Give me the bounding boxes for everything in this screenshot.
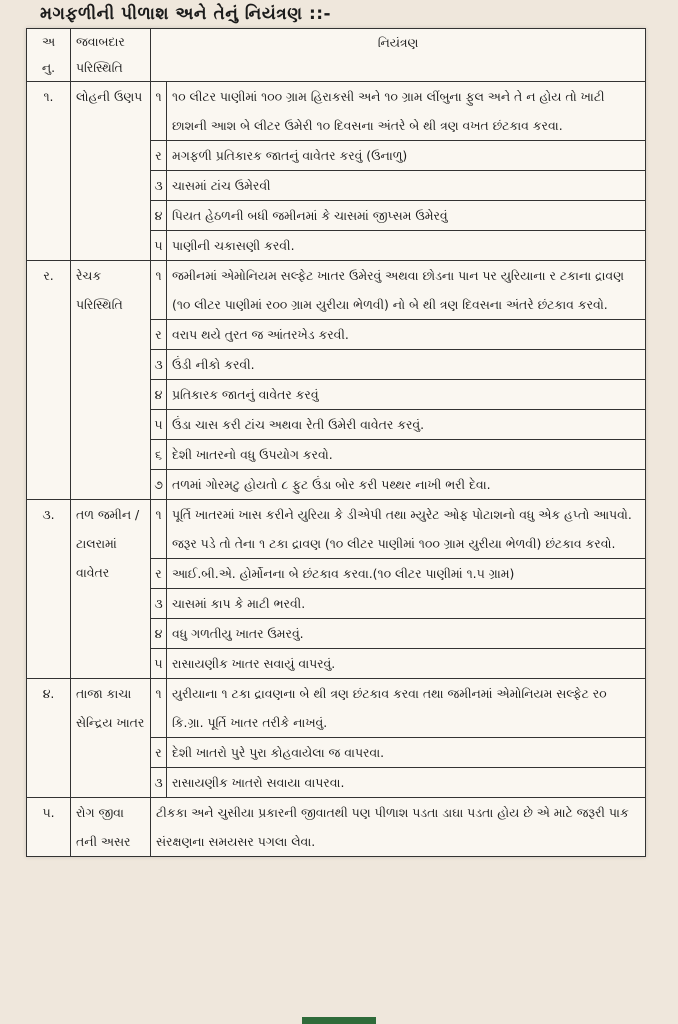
header-control: નિયંત્રણ [151, 29, 646, 82]
measure-number: ર [151, 738, 167, 768]
header-no: અ નુ. [27, 29, 71, 82]
page-title: મગફળીની પીળાશ અને તેનું નિયંત્રણ ::- [40, 4, 332, 24]
table-row [27, 261, 646, 320]
measure-number: ૭ [151, 470, 167, 500]
responsible-situation: તળ જમીન / ટાલરામાં વાવેતર [71, 500, 151, 679]
header-row [27, 29, 646, 82]
header-situation: જવાબદાર પરિસ્થિતિ [71, 29, 151, 82]
control-measure: ૧૦ લીટર પાણીમાં ૧૦૦ ગ્રામ હિરાકસી અને ૧૦ ગ્રામ લીંબુના ફુલ અને તે ન હોય તો ખાટી છાશની આશ બે લીટર ઉમેરી ૧૦ દિવસના અંતરે બે થી ત્રણ વખત છંટકાવ કરવા. [167, 82, 646, 141]
measure-number: ર [151, 559, 167, 589]
table-row [27, 679, 646, 738]
measure-number: ૫ [151, 410, 167, 440]
control-measure: રાસાયણીક ખાતર સવાયું વાપરવું. [167, 649, 646, 679]
measure-number: ૧ [151, 500, 167, 559]
control-measure: દેશી ખાતરો પુરે પુરા કોહવાયેલા જ વાપરવા. [167, 738, 646, 768]
control-measure: ચાસમાં ટાંચ ઉમેરવી [167, 171, 646, 201]
control-measure: વરાપ થયે તુરત જ આંતરખેડ કરવી. [167, 320, 646, 350]
control-measure: મગફળી પ્રતિકારક જાતનું વાવેતર કરવું (ઉનાળુ) [167, 141, 646, 171]
measure-number: ૧ [151, 261, 167, 320]
control-measure: ટીકકા અને ચુસીયા પ્રકારની જીવાતથી પણ પીળાશ પડતા ડાઘા પડતા હોય છે એ માટે જરૂરી પાક સંરક્ષણના સમયસર પગલા લેવા. [151, 798, 646, 857]
control-measure: પાણીની ચકાસણી કરવી. [167, 231, 646, 261]
measure-number: ર [151, 141, 167, 171]
control-measure: રાસાયણીક ખાતરો સવાયા વાપરવા. [167, 768, 646, 798]
measure-number: ૪ [151, 380, 167, 410]
measure-number: ૧ [151, 679, 167, 738]
control-measure: યુરીયાના ૧ ટકા દ્રાવણના બે થી ત્રણ છંટકાવ કરવા તથા જમીનમાં એમોનિયમ સલ્ફેટ ર૦ કિ.ગ્રા. પૂર્તિ ખાતર તરીકે નાખવું. [167, 679, 646, 738]
control-measure: આઈ.બી.એ. હોર્મોનના બે છંટકાવ કરવા.(૧૦ લીટર પાણીમાં ૧.૫ ગ્રામ) [167, 559, 646, 589]
control-measure: દેશી ખાતરનો વધુ ઉપયોગ કરવો. [167, 440, 646, 470]
measure-number: ૪ [151, 201, 167, 231]
control-measure: વધુ ગળતીયુ ખાતર ઉમરવું. [167, 619, 646, 649]
measure-number: ર [151, 320, 167, 350]
control-measure: તળમાં ગોરમટુ હોયતો ૮ ફુટ ઉંડા બોર કરી પથ્થર નાખી ભરી દેવા. [167, 470, 646, 500]
control-measure: પૂર્તિ ખાતરમાં ખાસ કરીને યુરિયા કે ડીએપી તથા મ્યુરેટ ઓફ પોટાશનો વધુ એક હપ્તો આપવો. જરૂર પડે તો તેના ૧ ટકા દ્રાવણ (૧૦ લીટર પાણીમાં ૧૦૦ ગ્રામ યુરીયા ભેળવી) છંટકાવ કરવો. [167, 500, 646, 559]
row-number: ૪. [27, 679, 71, 798]
yellowing-control-table [26, 28, 646, 857]
control-table-sheet [26, 28, 646, 857]
control-measure: જમીનમાં એમોનિયમ સલ્ફેટ ખાતર ઉમેરવું અથવા છોડના પાન પર યુરિયાના ર ટકાના દ્રાવણ (૧૦ લીટર પાણીમાં ર૦૦ ગ્રામ યુરીયા ભેળવી) નો બે થી ત્રણ દિવસના અંતરે છંટકાવ કરવો. [167, 261, 646, 320]
measure-number: ૩ [151, 350, 167, 380]
table-row [27, 82, 646, 141]
measure-number: ૩ [151, 171, 167, 201]
row-number: ૫. [27, 798, 71, 857]
table-row [27, 500, 646, 559]
responsible-situation: રેચક પરિસ્થિતિ [71, 261, 151, 500]
bottom-page-tab [302, 1017, 376, 1024]
table-row [27, 798, 646, 857]
table-body [27, 82, 646, 857]
measure-number: ૪ [151, 619, 167, 649]
measure-number: ૫ [151, 649, 167, 679]
row-number: ૧. [27, 82, 71, 261]
responsible-situation: તાજા કાચા સેન્દ્રિય ખાતર [71, 679, 151, 798]
control-measure: પ્રતિકારક જાતનું વાવેતર કરવું [167, 380, 646, 410]
control-measure: ઉંડી નીકો કરવી. [167, 350, 646, 380]
measure-number: ૬ [151, 440, 167, 470]
responsible-situation: લોહની ઉણપ [71, 82, 151, 261]
measure-number: ૩ [151, 768, 167, 798]
control-measure: ચાસમાં કાપ કે માટી ભરવી. [167, 589, 646, 619]
measure-number: ૫ [151, 231, 167, 261]
control-measure: પિયત હેઠળની બધી જમીનમાં કે ચાસમાં જીપ્સમ ઉમેરવું [167, 201, 646, 231]
measure-number: ૩ [151, 589, 167, 619]
responsible-situation: રોગ જીવા તની અસર [71, 798, 151, 857]
row-number: ૩. [27, 500, 71, 679]
row-number: ર. [27, 261, 71, 500]
control-measure: ઉંડા ચાસ કરી ટાંચ અથવા રેતી ઉમેરી વાવેતર કરવું. [167, 410, 646, 440]
measure-number: ૧ [151, 82, 167, 141]
